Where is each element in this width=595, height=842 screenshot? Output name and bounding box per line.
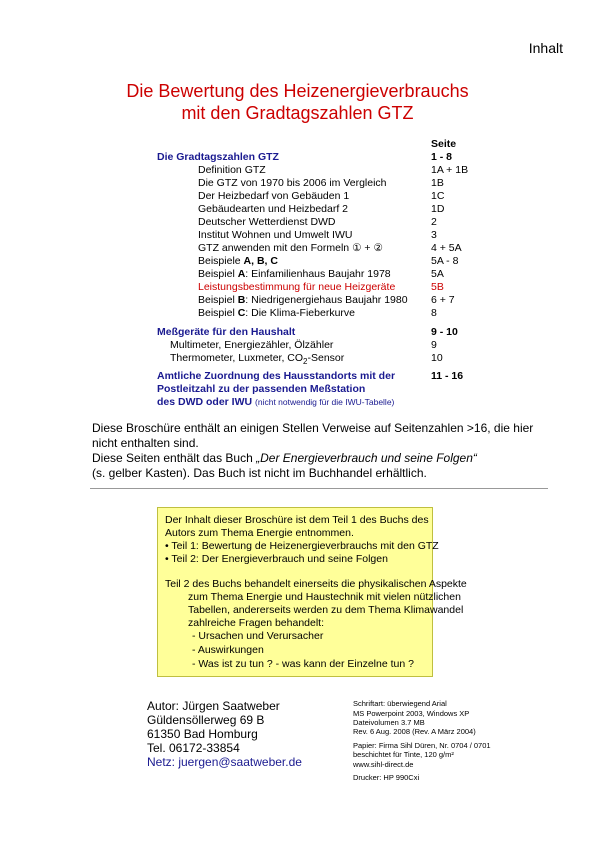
toc-item-prefix: Thermometer, Luxmeter, CO [170,352,304,364]
toc-item-suffix: : Einfamilienhaus Baujahr 1978 [245,268,391,280]
note-line: Autors zum Thema Energie entnommen. [165,527,354,539]
page-title-line-2: mit den Gradtagszahlen GTZ [181,103,414,123]
divider [90,488,548,489]
toc-item-pages-highlighted: 5B [431,281,444,293]
toc-section-pages: 11 - 16 [431,370,464,382]
toc-page-column-header: Seite [431,138,457,150]
toc-item: Deutscher Wetterdienst DWD [198,216,336,228]
toc-item-prefix: Beispiel [198,268,238,280]
note-line: • Teil 1: Bewertung de Heizenergieverbrauchs mit den GTZ [165,540,439,552]
note-line: - Auswirkungen [192,644,264,656]
book-title: „Der Energieverbrauch und seine Folgen“ [256,451,477,465]
toc-item-pages: 5A [431,268,444,280]
tech-note-line: Schriftart: überwiegend Arial [353,699,447,708]
toc-item: Der Heizbedarf von Gebäuden 1 [198,190,350,202]
author-phone: Tel. 06172-33854 [147,741,240,755]
toc-item-pages: 10 [431,352,443,364]
page-title-line-1: Die Bewertung des Heizenergieverbrauchs [126,81,469,101]
note-line: zum Thema Energie und Haustechnik mit vielen nützlichen [188,591,461,603]
toc-item-bold: C [237,307,246,319]
toc-section-heading-last [157,396,394,409]
tech-note-line: beschichtet für Tinte, 120 g/m² [353,750,454,759]
note-line: Teil 2 des Buchs behandelt einerseits die physikalischen Aspekte [165,578,467,590]
tech-note-link[interactable]: www.sihl-direct.de [353,760,414,769]
toc-item-prefix: Beispiel [198,294,238,306]
tech-note-line: Dateivolumen 3.7 MB [353,718,425,727]
toc-item-pages: 1C [431,190,445,202]
toc-section-heading: Die Gradtagszahlen GTZ [157,151,279,163]
note-line: - Was ist zu tun ? - was kann der Einzelne tun ? [192,658,414,670]
toc-item-pages: 8 [431,307,437,319]
toc-section-pages: 1 - 8 [431,151,453,163]
toc-item-pages: 3 [431,229,437,241]
note-line: Tabellen, andererseits werden zu dem Thema Klimawandel [188,604,464,616]
toc-item [198,307,355,320]
toc-item-pages: 1B [431,177,444,189]
note-line: • Teil 2: Der Energieverbrauch und seine Folgen [165,553,388,565]
toc-item: Die GTZ von 1970 bis 2006 im Vergleich [198,177,387,189]
tech-note-line: Papier: Firma Sihl Düren, Nr. 0704 / 0701 [353,741,491,750]
toc-section-heading-line: des DWD oder IWU [157,396,253,408]
tech-note-line: MS Powerpoint 2003, Windows XP [353,709,470,718]
author-city: 61350 Bad Homburg [147,727,258,741]
tech-note-line: Drucker: HP 990Cxi [353,773,420,782]
tech-note-line: Rev. 6 Aug. 2008 (Rev. A März 2004) [353,727,476,736]
page-label: Inhalt [528,40,563,56]
toc-item: Gebäudearten und Heizbedarf 2 [198,203,349,215]
info-paragraph-line: nicht enthalten sind. [92,436,199,450]
toc-section-pages: 9 - 10 [431,326,458,338]
toc-item: Definition GTZ [198,164,266,176]
toc-item-bold: A, B, C [243,255,278,267]
author-street: Güldensöllerweg 69 B [147,713,265,727]
toc-item-suffix: : Niedrigenergiehaus Baujahr 1980 [245,294,408,306]
note-line: - Ursachen und Verursacher [192,630,324,642]
toc-item: Institut Wohnen und Umwelt IWU [198,229,353,241]
toc-item [198,294,408,307]
note-line: zahlreiche Fragen behandelt: [188,617,325,629]
toc-item: GTZ anwenden mit den Formeln ① + ② [198,242,383,254]
author-email-link[interactable]: Netz: juergen@saatweber.de [147,755,302,769]
toc-item-pages: 9 [431,339,437,351]
toc-item-pages: 4 + 5A [431,242,462,254]
toc-section-note: (nicht notwendig für die IWU-Tabelle) [255,397,395,407]
toc-item-pages: 1A + 1B [431,164,469,176]
note-box [157,507,467,677]
info-paragraph-line [92,451,572,466]
toc-item-bold: A [237,268,246,280]
toc-item: Multimeter, Energiezähler, Ölzähler [170,339,334,351]
toc-item [198,268,391,281]
toc-item-highlighted: Leistungsbestimmung für neue Heizgeräte [198,281,396,293]
toc-item-pages: 5A - 8 [431,255,459,267]
toc-item-prefix: Beispiele [198,255,244,267]
toc-section-heading-line: Postleitzahl zu der passenden Meßstation [157,383,366,395]
toc-item [170,352,344,368]
toc-section-heading: Meßgeräte für den Haushalt [157,326,296,338]
toc-section-heading-line: Amtliche Zuordnung des Hausstandorts mit der [157,370,396,382]
info-paragraph-line: (s. gelber Kasten). Das Buch ist nicht im Buchhandel erhältlich. [92,466,427,480]
toc-item-suffix: : Die Klima-Fieberkurve [245,307,355,319]
toc-item [198,255,278,268]
info-paragraph-prefix: Diese Seiten enthält das Buch [92,451,257,465]
author-name: Autor: Jürgen Saatweber [147,699,280,713]
toc-item-pages: 2 [431,216,437,228]
toc-item-bold: B [237,294,246,306]
toc-item-pages: 1D [431,203,445,215]
toc-item-prefix: Beispiel [198,307,238,319]
toc-item-subscript: 2 [303,357,308,367]
note-line: Der Inhalt dieser Broschüre ist dem Teil 1 des Buchs des [165,514,429,526]
toc-item-suffix: -Sensor [307,352,345,364]
info-paragraph-line: Diese Broschüre enthält an einigen Stellen Verweise auf Seitenzahlen >16, die hier [92,421,534,435]
toc-item-pages: 6 + 7 [431,294,455,306]
